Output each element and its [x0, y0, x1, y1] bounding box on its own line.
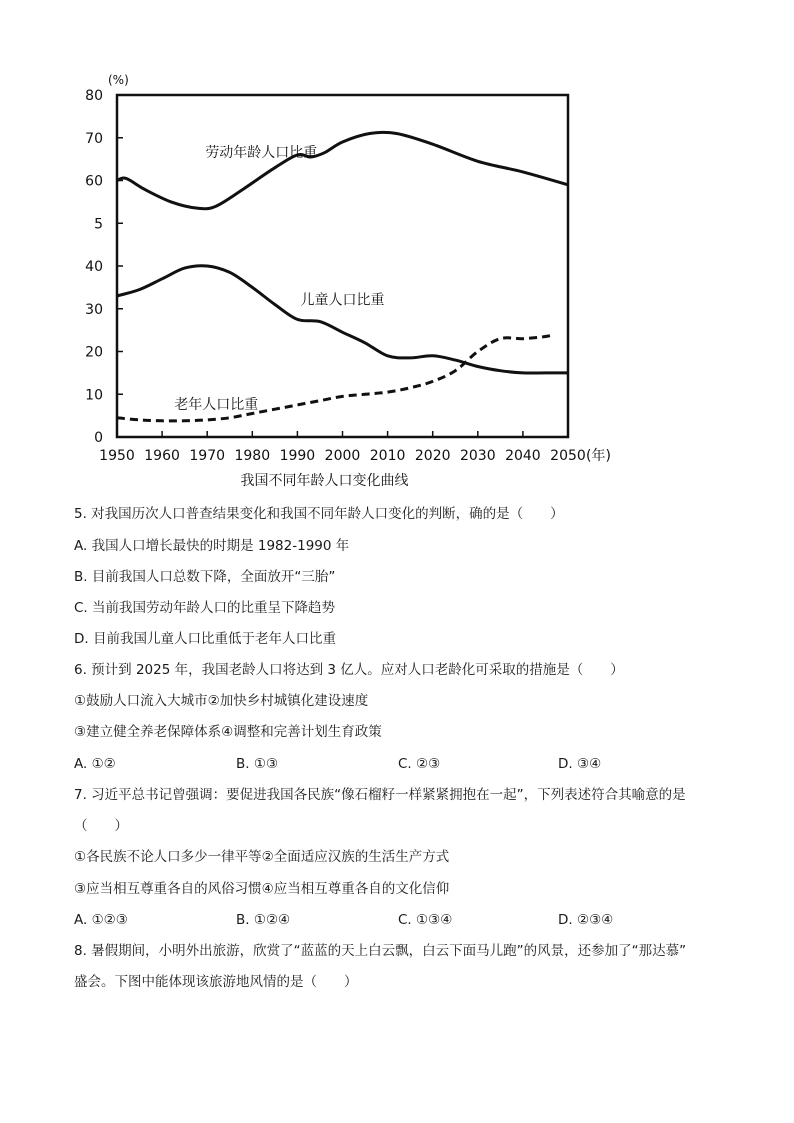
- question-8-stem-cont: 盛会。下图中能体现该旅游地风情的是（ ）: [74, 974, 358, 990]
- question-7-line-2: ③应当相互尊重各自的风俗习惯④应当相互尊重各自的文化信仰: [74, 881, 450, 897]
- chart-labels: [174, 144, 384, 413]
- y-tick-label: 20: [85, 344, 103, 361]
- question-5-option-d[interactable]: D. 目前我国儿童人口比重低于老年人口比重: [74, 631, 336, 647]
- chart-caption: 我国不同年龄人口变化曲线: [240, 473, 409, 489]
- question-7-option-b[interactable]: B. ①②④: [236, 912, 291, 928]
- x-tick-label: 2020: [414, 448, 451, 464]
- chart-series: [117, 132, 568, 421]
- question-5-option-b[interactable]: B. 目前我国人口总数下降，全面放开“三胎”: [74, 569, 336, 585]
- population-chart: [0, 0, 794, 500]
- question-7-option-d[interactable]: D. ②③④: [558, 912, 614, 928]
- y-tick-label: 60: [85, 173, 103, 190]
- x-tick-label: 1990: [279, 448, 316, 464]
- series-label-1: 劳动年龄人口比重: [205, 144, 318, 161]
- x-tick-label: 1970: [189, 448, 226, 464]
- question-6-option-d[interactable]: D. ③④: [558, 756, 602, 772]
- y-tick-label: 30: [85, 301, 103, 318]
- x-axis-unit: (年): [586, 448, 611, 464]
- x-tick-label: 2040: [505, 448, 541, 464]
- plot-frame: [117, 95, 568, 437]
- series-line-2: [117, 266, 568, 373]
- question-6-option-a[interactable]: A. ①②: [74, 756, 116, 772]
- series-line-1: [117, 132, 568, 208]
- question-6-option-b[interactable]: B. ①③: [236, 756, 279, 772]
- question-5-option-c[interactable]: C. 当前我国劳动年龄人口的比重呈下降趋势: [74, 600, 336, 616]
- question-7-option-a[interactable]: A. ①②③: [74, 912, 128, 928]
- y-tick-label: 40: [85, 259, 103, 275]
- x-tick-label: 1980: [234, 448, 271, 464]
- question-6-line-1: ①鼓励人口流入大城市②加快乡村城镇化建设速度: [74, 693, 369, 709]
- x-tick-label: 1960: [144, 448, 180, 464]
- question-6-option-c[interactable]: C. ②③: [398, 756, 441, 772]
- y-tick-label: 70: [85, 130, 103, 147]
- y-tick-label: 5: [94, 216, 103, 233]
- question-7-line-1: ①各民族不论人口多少一律平等②全面适应汉族的生活生产方式: [74, 849, 450, 865]
- question-6-line-2: ③建立健全养老保障体系④调整和完善计划生育政策: [74, 724, 382, 740]
- question-6-stem: 6. 预计到 2025 年，我国老龄人口将达到 3 亿人。应对人口老龄化可采取的措施是（ ）: [74, 662, 624, 678]
- question-8-stem: 8. 暑假期间，小明外出旅游，欣赏了“蓝蓝的天上白云飘，白云下面马儿跑”的风景，还参加了“那达慕”: [74, 943, 687, 959]
- question-7-stem-cont: （ ）: [74, 818, 128, 834]
- x-tick-label: 2010: [369, 448, 406, 464]
- series-label-3: 老年人口比重: [174, 397, 259, 414]
- series-label-2: 儿童人口比重: [300, 292, 385, 309]
- x-tick-label: 2050: [550, 448, 586, 464]
- question-5-stem: 5. 对我国历次人口普查结果变化和我国不同年龄人口变化的判断，确的是（ ）: [74, 506, 564, 522]
- y-tick-label: 0: [94, 430, 103, 446]
- question-5-option-a[interactable]: A. 我国人口增长最快的时期是 1982-1990 年: [74, 538, 350, 554]
- y-tick-label: 10: [85, 387, 103, 404]
- x-tick-label: 2030: [459, 448, 496, 464]
- question-7-stem: 7. 习近平总书记曾强调：要促进我国各民族“像石榴籽一样紧紧拥抱在一起”，下列表述符合其喻意的是: [74, 787, 686, 803]
- question-7-option-c[interactable]: C. ①③④: [398, 912, 453, 928]
- x-tick-label: 2000: [324, 448, 361, 464]
- y-axis-unit: (%): [108, 73, 129, 87]
- y-tick-label: 80: [85, 88, 103, 104]
- chart-axes: [85, 73, 611, 489]
- x-tick-label: 1950: [99, 448, 135, 464]
